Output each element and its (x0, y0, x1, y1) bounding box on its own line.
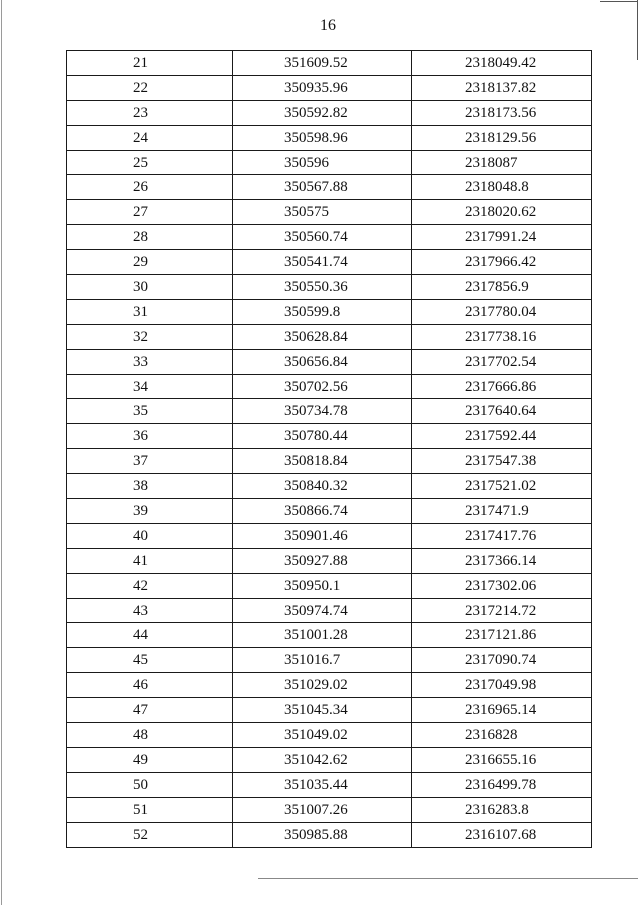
y-coordinate-cell: 2316655.16 (412, 747, 592, 772)
point-number-cell: 33 (67, 349, 233, 374)
y-coordinate-cell: 2318173.56 (412, 100, 592, 125)
point-number-cell: 29 (67, 250, 233, 275)
table-row (67, 499, 592, 524)
table-row (67, 100, 592, 125)
x-coordinate-cell: 351007.26 (233, 797, 412, 822)
y-coordinate-cell: 2317640.64 (412, 399, 592, 424)
y-coordinate-cell: 2316283.8 (412, 797, 592, 822)
table-row (67, 747, 592, 772)
x-coordinate-cell: 350901.46 (233, 523, 412, 548)
x-coordinate-cell: 350592.82 (233, 100, 412, 125)
table-row (67, 623, 592, 648)
y-coordinate-cell: 2317991.24 (412, 225, 592, 250)
y-coordinate-cell: 2317214.72 (412, 598, 592, 623)
y-coordinate-cell: 2317547.38 (412, 449, 592, 474)
scan-edge-right (637, 0, 638, 60)
x-coordinate-cell: 350702.56 (233, 374, 412, 399)
table-row (67, 399, 592, 424)
y-coordinate-cell: 2318049.42 (412, 51, 592, 76)
table-row (67, 772, 592, 797)
x-coordinate-cell: 350550.36 (233, 275, 412, 300)
y-coordinate-cell: 2317302.06 (412, 573, 592, 598)
point-number-cell: 38 (67, 474, 233, 499)
point-number-cell: 49 (67, 747, 233, 772)
table-row (67, 324, 592, 349)
y-coordinate-cell: 2316828 (412, 723, 592, 748)
x-coordinate-cell: 350818.84 (233, 449, 412, 474)
x-coordinate-cell: 350985.88 (233, 822, 412, 847)
table-row (67, 598, 592, 623)
y-coordinate-cell: 2317592.44 (412, 424, 592, 449)
point-number-cell: 28 (67, 225, 233, 250)
table-row (67, 424, 592, 449)
point-number-cell: 23 (67, 100, 233, 125)
point-number-cell: 31 (67, 299, 233, 324)
page-number: 16 (320, 17, 336, 34)
x-coordinate-cell: 350598.96 (233, 125, 412, 150)
y-coordinate-cell: 2317471.9 (412, 499, 592, 524)
point-number-cell: 22 (67, 75, 233, 100)
x-coordinate-cell: 350560.74 (233, 225, 412, 250)
x-coordinate-cell: 350950.1 (233, 573, 412, 598)
table-row (67, 250, 592, 275)
point-number-cell: 42 (67, 573, 233, 598)
table-row (67, 225, 592, 250)
table-row (67, 449, 592, 474)
point-number-cell: 35 (67, 399, 233, 424)
y-coordinate-cell: 2317090.74 (412, 648, 592, 673)
point-number-cell: 47 (67, 698, 233, 723)
x-coordinate-cell: 350866.74 (233, 499, 412, 524)
point-number-cell: 26 (67, 175, 233, 200)
point-number-cell: 43 (67, 598, 233, 623)
x-coordinate-cell: 351042.62 (233, 747, 412, 772)
table-row (67, 548, 592, 573)
y-coordinate-cell: 2317702.54 (412, 349, 592, 374)
point-number-cell: 45 (67, 648, 233, 673)
table-row (67, 349, 592, 374)
table-row (67, 299, 592, 324)
coordinate-table-body (67, 51, 592, 848)
x-coordinate-cell: 350599.8 (233, 299, 412, 324)
y-coordinate-cell: 2316965.14 (412, 698, 592, 723)
point-number-cell: 34 (67, 374, 233, 399)
point-number-cell: 52 (67, 822, 233, 847)
table-row (67, 275, 592, 300)
coordinate-table (66, 50, 592, 848)
point-number-cell: 39 (67, 499, 233, 524)
table-row (67, 797, 592, 822)
table-row (67, 150, 592, 175)
y-coordinate-cell: 2317417.76 (412, 523, 592, 548)
x-coordinate-cell: 351001.28 (233, 623, 412, 648)
point-number-cell: 21 (67, 51, 233, 76)
scan-edge-top-right (600, 1, 638, 2)
y-coordinate-cell: 2316107.68 (412, 822, 592, 847)
x-coordinate-cell: 350656.84 (233, 349, 412, 374)
table-row (67, 75, 592, 100)
point-number-cell: 48 (67, 723, 233, 748)
y-coordinate-cell: 2316499.78 (412, 772, 592, 797)
table-row (67, 698, 592, 723)
x-coordinate-cell: 351029.02 (233, 673, 412, 698)
point-number-cell: 32 (67, 324, 233, 349)
table-row (67, 648, 592, 673)
table-row (67, 673, 592, 698)
x-coordinate-cell: 350734.78 (233, 399, 412, 424)
table-row (67, 200, 592, 225)
x-coordinate-cell: 350927.88 (233, 548, 412, 573)
x-coordinate-cell: 350541.74 (233, 250, 412, 275)
point-number-cell: 50 (67, 772, 233, 797)
point-number-cell: 40 (67, 523, 233, 548)
y-coordinate-cell: 2317780.04 (412, 299, 592, 324)
x-coordinate-cell: 350575 (233, 200, 412, 225)
table-row (67, 125, 592, 150)
x-coordinate-cell: 350628.84 (233, 324, 412, 349)
y-coordinate-cell: 2318137.82 (412, 75, 592, 100)
point-number-cell: 30 (67, 275, 233, 300)
scan-edge-bottom (258, 878, 638, 879)
point-number-cell: 41 (67, 548, 233, 573)
x-coordinate-cell: 351016.7 (233, 648, 412, 673)
x-coordinate-cell: 351049.02 (233, 723, 412, 748)
y-coordinate-cell: 2317966.42 (412, 250, 592, 275)
x-coordinate-cell: 350596 (233, 150, 412, 175)
x-coordinate-cell: 351609.52 (233, 51, 412, 76)
y-coordinate-cell: 2317666.86 (412, 374, 592, 399)
y-coordinate-cell: 2317856.9 (412, 275, 592, 300)
table-row (67, 474, 592, 499)
y-coordinate-cell: 2318087 (412, 150, 592, 175)
point-number-cell: 44 (67, 623, 233, 648)
table-row (67, 573, 592, 598)
x-coordinate-cell: 350780.44 (233, 424, 412, 449)
y-coordinate-cell: 2317049.98 (412, 673, 592, 698)
table-row (67, 723, 592, 748)
table-row (67, 374, 592, 399)
scan-edge-left (1, 0, 2, 905)
point-number-cell: 25 (67, 150, 233, 175)
x-coordinate-cell: 350935.96 (233, 75, 412, 100)
y-coordinate-cell: 2318129.56 (412, 125, 592, 150)
table-row (67, 175, 592, 200)
y-coordinate-cell: 2317738.16 (412, 324, 592, 349)
point-number-cell: 51 (67, 797, 233, 822)
y-coordinate-cell: 2318020.62 (412, 200, 592, 225)
table-row (67, 523, 592, 548)
y-coordinate-cell: 2317521.02 (412, 474, 592, 499)
point-number-cell: 24 (67, 125, 233, 150)
y-coordinate-cell: 2317121.86 (412, 623, 592, 648)
point-number-cell: 27 (67, 200, 233, 225)
table-row (67, 822, 592, 847)
x-coordinate-cell: 350974.74 (233, 598, 412, 623)
x-coordinate-cell: 350567.88 (233, 175, 412, 200)
point-number-cell: 36 (67, 424, 233, 449)
x-coordinate-cell: 351045.34 (233, 698, 412, 723)
y-coordinate-cell: 2317366.14 (412, 548, 592, 573)
table-row (67, 51, 592, 76)
point-number-cell: 46 (67, 673, 233, 698)
y-coordinate-cell: 2318048.8 (412, 175, 592, 200)
point-number-cell: 37 (67, 449, 233, 474)
x-coordinate-cell: 351035.44 (233, 772, 412, 797)
x-coordinate-cell: 350840.32 (233, 474, 412, 499)
